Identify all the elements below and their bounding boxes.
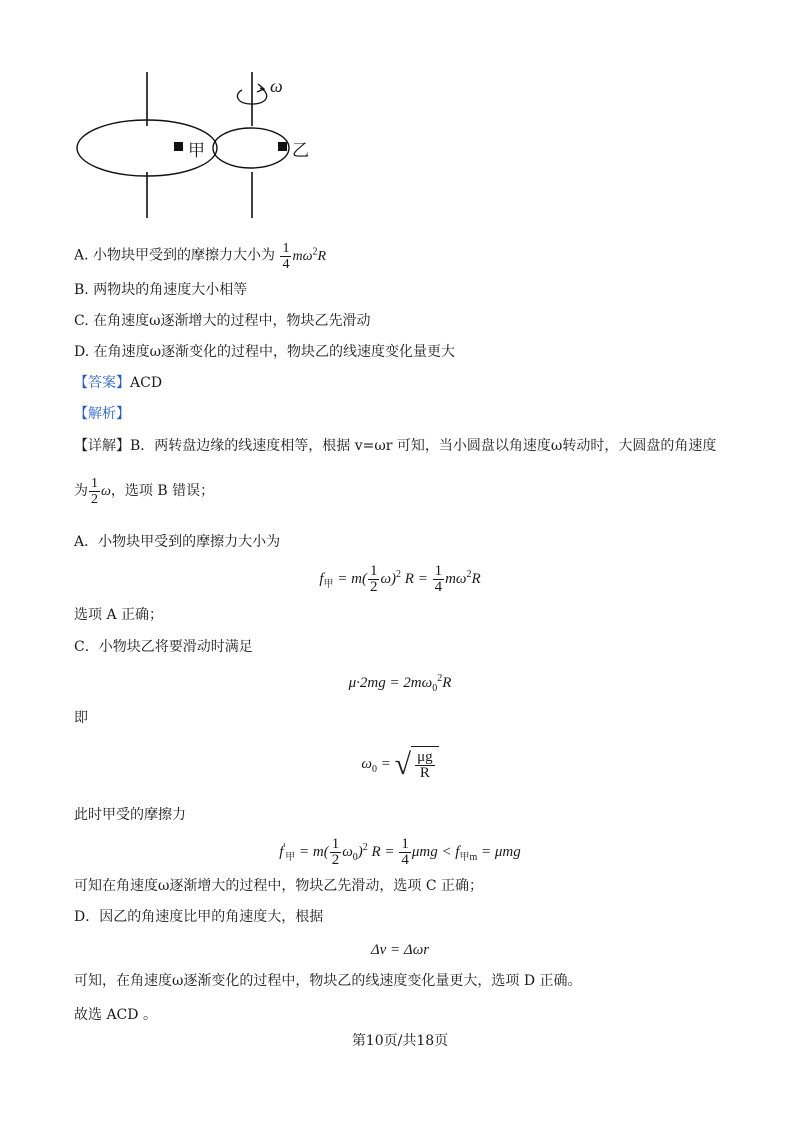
answer-label: 【答案】: [74, 375, 130, 391]
answer-line: [74, 373, 162, 393]
option-d: D. 在角速度ω逐渐变化的过程中，物块乙的线速度变化量更大: [74, 344, 456, 360]
label-omega: ω: [270, 76, 283, 96]
label-jia: 甲: [188, 141, 205, 161]
detail-line-2: 为 $\frac{1}{2}$ ω，选项 B 错误；: [74, 476, 215, 508]
detail-c-conclusion: 可知在角速度ω逐渐增大的过程中，物块乙先滑动，选项 C 正确；: [74, 878, 484, 894]
analysis-label: 【解析】: [74, 406, 130, 422]
detail-d-conclusion: 可知，在角速度ω逐渐变化的过程中，物块乙的线速度变化量更大，选项 D 正确。: [74, 973, 582, 989]
equation-2: $\mu\cdot 2mg = 2m\omega_0^2R$: [348, 673, 452, 694]
page-footer: 第10页/共18页: [351, 1033, 449, 1049]
detail-a-line: A．小物块甲受到的摩擦力大小为: [74, 534, 281, 550]
figure-two-discs: [70, 68, 330, 220]
detail-a-correct: 选项 A 正确；: [74, 607, 164, 623]
answer-value: ACD: [130, 375, 163, 391]
option-b: B. 两物块的角速度大小相等: [74, 282, 248, 298]
option-c: C. 在角速度ω逐渐增大的过程中，物块乙先滑动: [74, 313, 371, 329]
equation-3: $\omega_0$ = √ $\frac{\mu g}{R}$: [0, 740, 800, 793]
equation-1: $f_甲 = m$( $\frac{1}{2}$ ω)$^2$ R = $\frac{1}{4}$ $m\omega^2R$: [319, 563, 481, 596]
detail-final: 故选 ACD 。: [74, 1007, 157, 1023]
equation-5: Δv = Δωr: [370, 942, 430, 958]
detail-jia-friction: 此时甲受的摩擦力: [74, 807, 186, 823]
label-yi: 乙: [292, 141, 309, 161]
detail-d-line: D．因乙的角速度比甲的角速度大，根据: [74, 909, 324, 925]
detail-line-1: 【详解】B．两转盘边缘的线速度相等，根据 v=ωr 可知，当小圆盘以角速度ω转动时，大圆盘的角速度: [74, 438, 717, 454]
option-a: A. 小物块甲受到的摩擦力大小为 $\frac{1}{4}$ $m\omega^2R$: [74, 240, 327, 272]
detail-ji: 即: [74, 710, 88, 726]
detail-c-line: C．小物块乙将要滑动时满足: [74, 639, 253, 655]
equation-4: $f'_甲 = m$( $\frac{1}{2}$ $\omega_0)^2$ R = $\frac{1}{4}$ $\mu mg < f_{甲m} = \mu mg$: [279, 836, 521, 869]
